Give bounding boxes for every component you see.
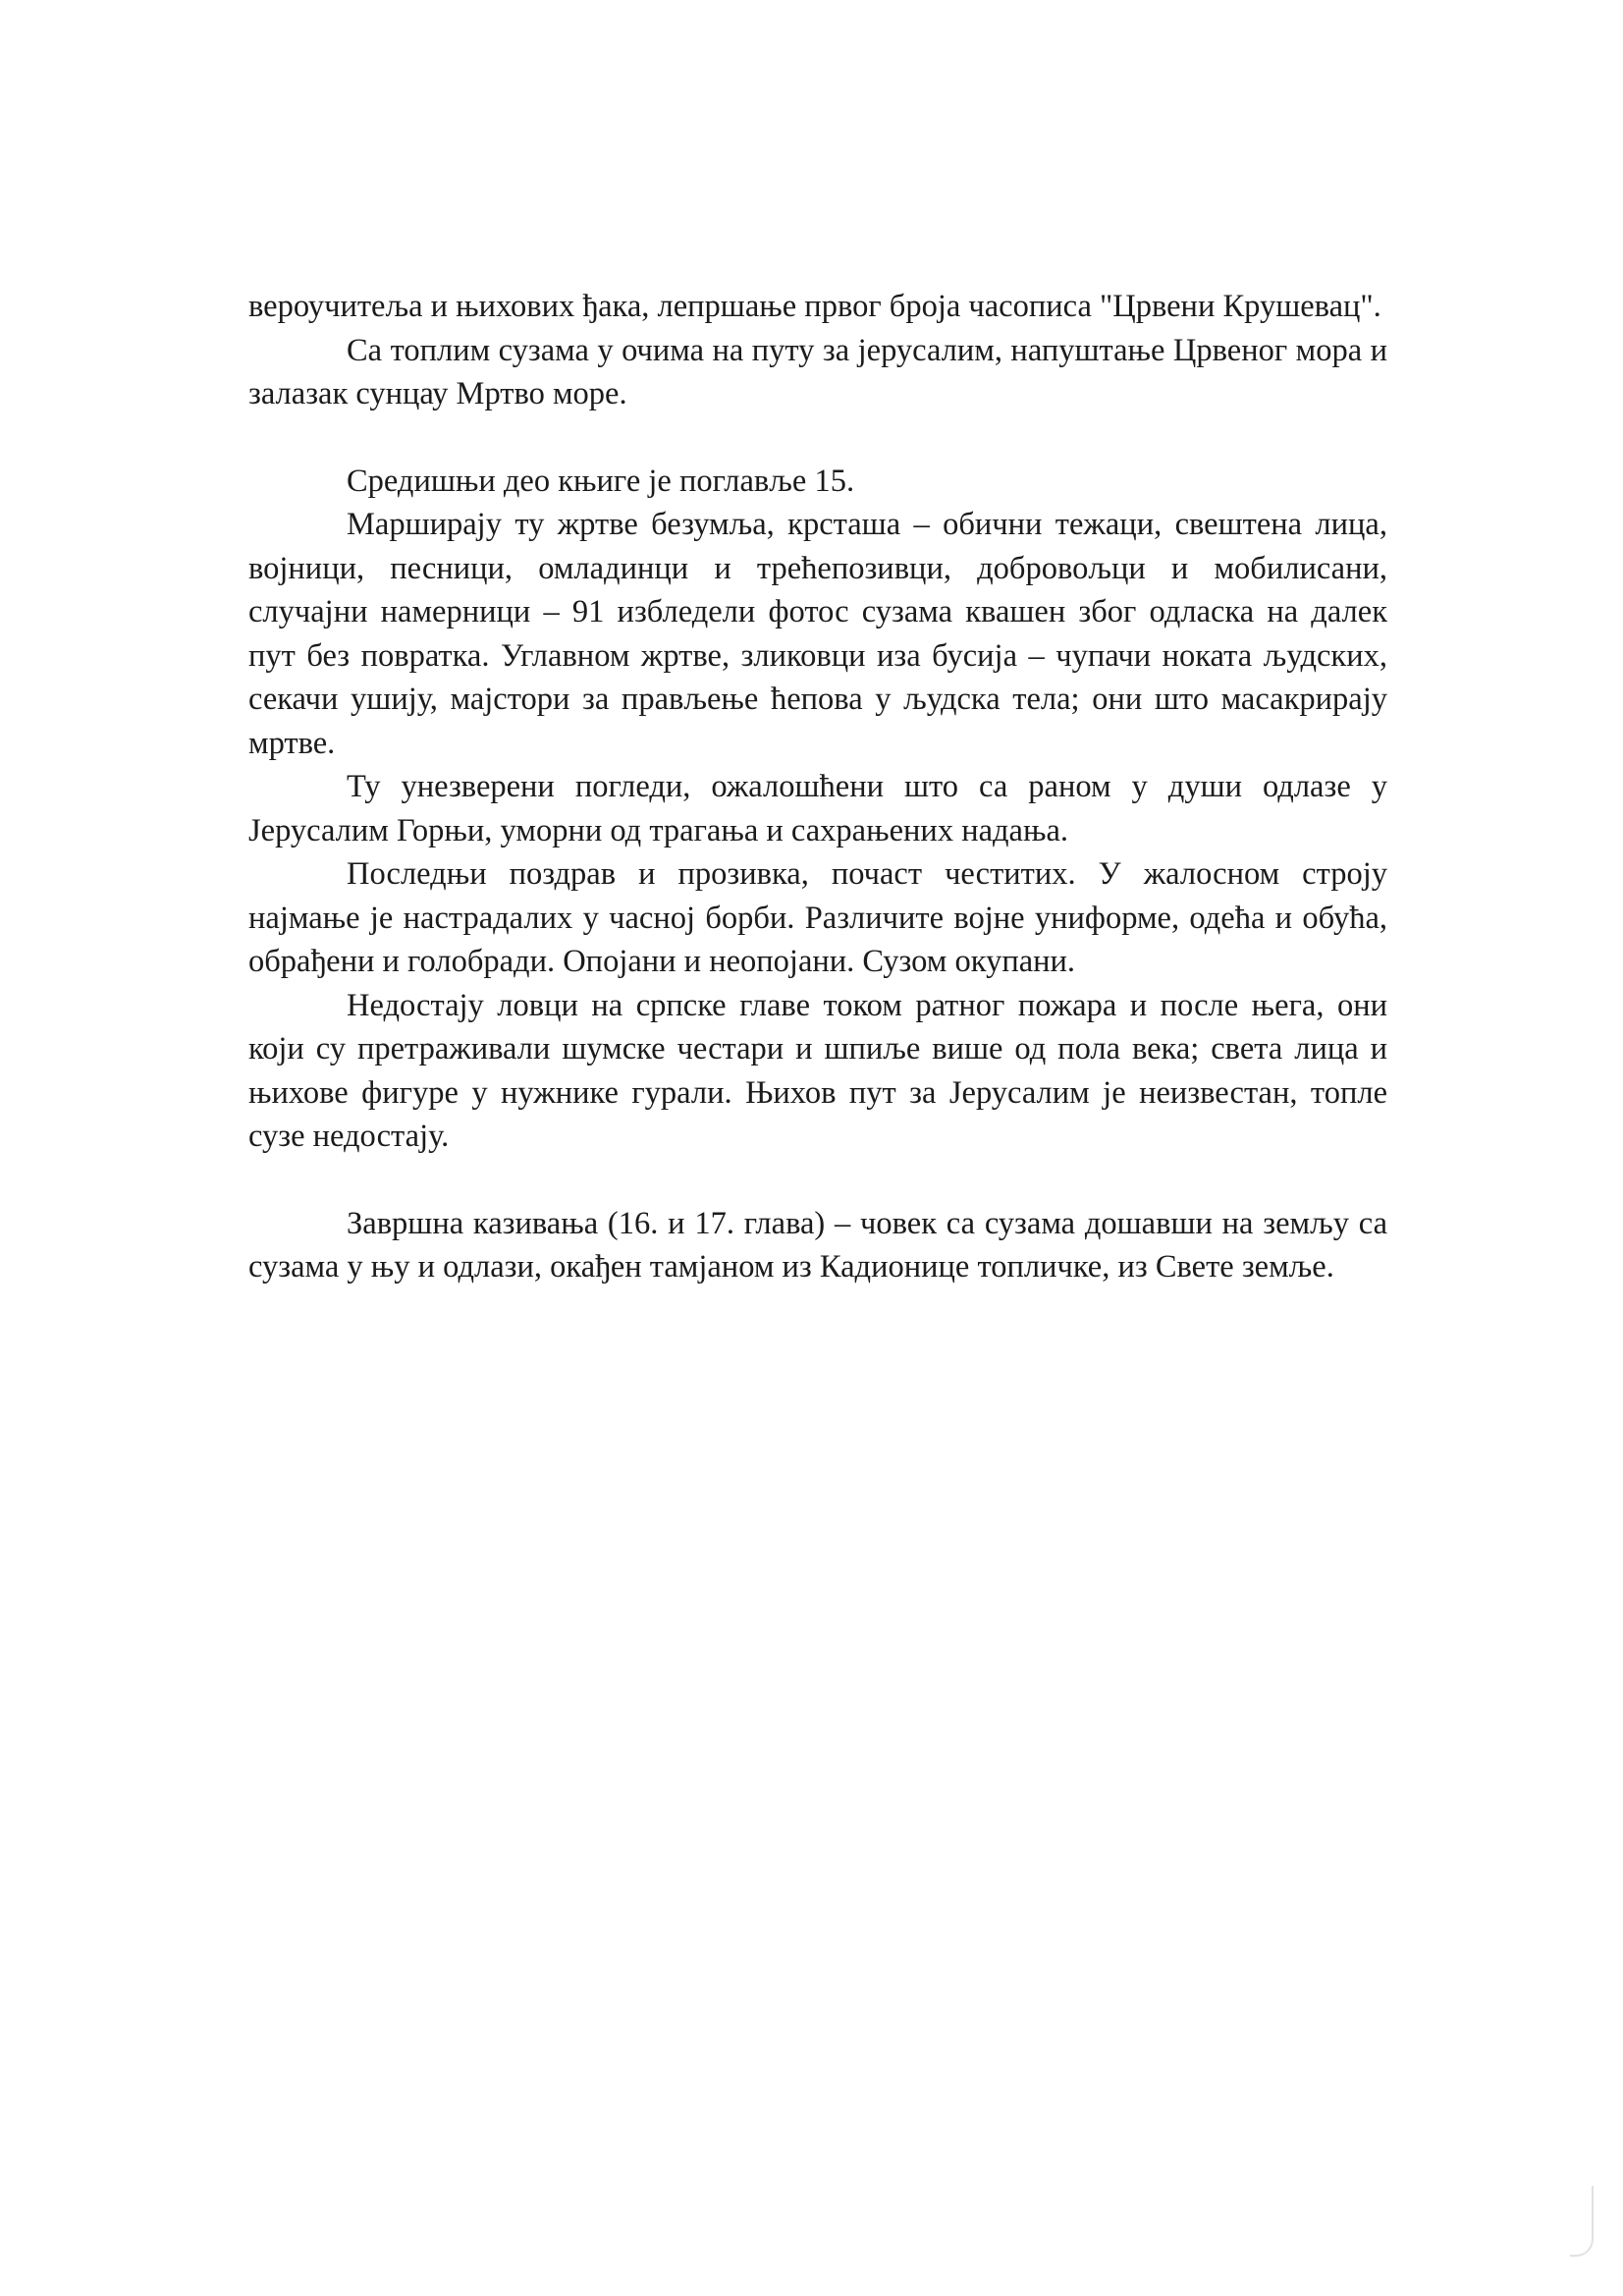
paragraph-central-chapter: Средишњи део књиге је поглавље 15. — [347, 463, 855, 499]
paragraph-continuation: вероучитеља и њихових ђака, лепршање првог броја часописа "Црвени Крушевац". — [248, 289, 1381, 324]
paragraph-last-salute: Последњи поздрав и прозивка, почаст честитих. У жалосном строју најмање је настрадалих у часној борби. Различите војне униформе, одећа и обућа, обрађени и голобради. Опојани и неопојани. Сузом окупани. — [248, 856, 1387, 979]
scan-edge-mark — [1570, 2186, 1594, 2257]
paragraph-missing-hunters: Недостају ловци на српске главе током ратног пожара и после њега, они који су претраживали шумске честари и шпиље више од пола века; света лица и њихове фигуре у нужнике гурали. Њихов пут за Јерусалим је неизвестан, топле сузе недостају. — [248, 987, 1387, 1154]
paragraph-final-chapters: Завршна казивања (16. и 17. глава) – човек са сузама дошавши на земљу са сузама у њу и одлази, окађен тамјаном из Кадионице топличке, из Свете земље. — [248, 1205, 1387, 1285]
paragraph-victims-march: Марширају ту жртве безумља, крсташа – обични тежаци, свештена лица, војници, песници, омладинци и трећепозивци, добровољци и мобилисани, случајни намерници – 91 избледели фотос сузама квашен због одласка на далек пут без повратка. Углавном жртве, зликовци иза бусија – чупачи ноката људских, секачи ушију, мајстори за прављење ћепова у људска тела; они што масакрирају мртве. — [248, 507, 1387, 761]
paragraph-upper-jerusalem: Ту унезверени погледи, ожалошћени што са раном у души одлазе у Јерусалим Горњи, уморни од трагања и сахрањених надања. — [248, 769, 1387, 848]
paragraph-jerusalem-tears: Са топлим сузама у очима на путу за јерусалим, напуштање Црвеног мора и залазак сунцау Мртво море. — [248, 332, 1387, 411]
document-body — [248, 285, 1387, 1289]
